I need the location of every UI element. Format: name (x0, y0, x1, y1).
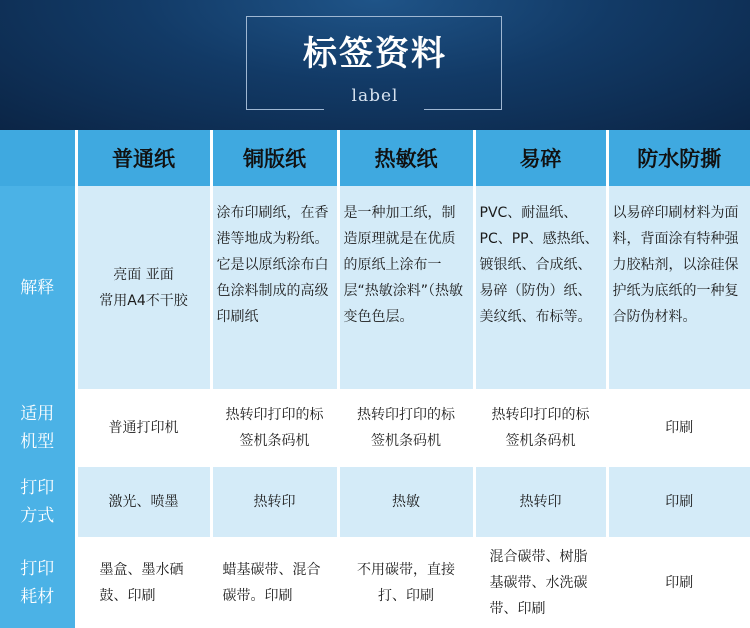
table-row (0, 389, 750, 467)
table-cell: 墨盒、墨水硒鼓、印刷 (76, 537, 211, 628)
page-title: 标签资料 (303, 34, 447, 74)
header-corner (0, 130, 76, 186)
table-cell: 混合碳带、树脂基碳带、水洗碳带、印刷 (474, 537, 607, 628)
page-subtitle: label (351, 86, 399, 106)
column-header: 易碎 (474, 130, 607, 186)
table-cell: 热转印打印的标签机条码机 (211, 389, 338, 467)
column-header: 热敏纸 (338, 130, 474, 186)
table-cell: 印刷 (607, 467, 750, 537)
header-banner (0, 0, 750, 130)
table-cell: 印刷 (607, 537, 750, 628)
table-cell: 激光、喷墨 (76, 467, 211, 537)
table-cell: PVC、耐温纸、PC、PP、感热纸、镀银纸、合成纸、易碎（防伪）纸、美纹纸、布标等。 (474, 186, 607, 389)
table-row (0, 186, 750, 389)
table-cell: 热敏 (338, 467, 474, 537)
table-cell: 热转印 (211, 467, 338, 537)
column-header: 铜版纸 (211, 130, 338, 186)
column-header: 普通纸 (76, 130, 211, 186)
table-header-row (0, 130, 750, 186)
table-cell: 不用碳带，直接打、印刷 (338, 537, 474, 628)
table-cell: 热转印打印的标签机条码机 (474, 389, 607, 467)
table-cell: 涂布印刷纸，在香港等地成为粉纸。它是以原纸涂布白色涂料制成的高级印刷纸 (211, 186, 338, 389)
table-row (0, 467, 750, 537)
table-cell: 热转印 (474, 467, 607, 537)
row-header: 打印耗材 (0, 537, 76, 628)
table-cell: 亮面 亚面 常用A4不干胶 (76, 186, 211, 389)
table-cell: 蜡基碳带、混合碳带。印刷 (211, 537, 338, 628)
table-cell: 以易碎印刷材料为面料，背面涂有特种强力胶粘剂，以涂硅保护纸为底纸的一种复合防伪材料。 (607, 186, 750, 389)
row-header: 解释 (0, 186, 76, 389)
table-cell: 普通打印机 (76, 389, 211, 467)
table-cell: 印刷 (607, 389, 750, 467)
row-header: 打印方式 (0, 467, 76, 537)
table-cell: 是一种加工纸，制造原理就是在优质的原纸上涂布一层“热敏涂料”（热敏变色色层。 (338, 186, 474, 389)
table-row (0, 537, 750, 628)
label-comparison-table (0, 130, 750, 628)
column-header: 防水防撕 (607, 130, 750, 186)
table-cell: 热转印打印的标签机条码机 (338, 389, 474, 467)
row-header: 适用机型 (0, 389, 76, 467)
